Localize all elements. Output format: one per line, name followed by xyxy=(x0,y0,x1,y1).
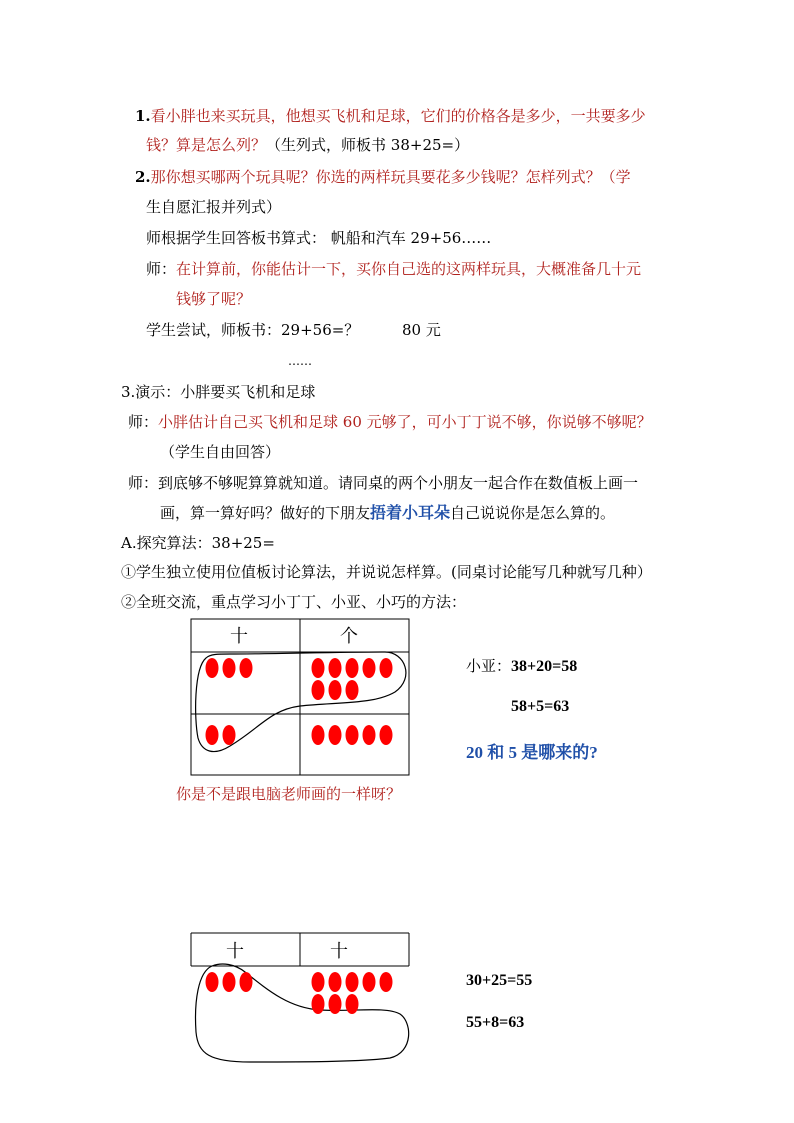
ones-counter xyxy=(329,972,342,992)
tens-counter xyxy=(206,725,219,745)
q2-line1: 2.那你想买哪两个玩具呢？你选的两样玩具要花多少钱呢？怎样列式？（学 xyxy=(135,168,631,186)
q2-line2: 生自愿汇报并列式） xyxy=(146,198,282,216)
xiaoya-label: 小亚： xyxy=(466,657,512,675)
partA-step1: ①学生独立使用位值板讨论算法，并说说怎样算。(同桌讨论能写几种就写几种） xyxy=(121,563,652,581)
q2-line5: 钱够了呢？ xyxy=(176,290,252,308)
ones-counter xyxy=(346,994,359,1014)
ones-counter xyxy=(329,725,342,745)
method-eq2: 55+8=63 xyxy=(466,1014,525,1031)
q3-teacher-1: 师：小胖估计自己买飞机和足球 60 元够了，可小丁丁说不够，你说够不够呢？ xyxy=(128,413,652,431)
place-value-board-2 xyxy=(190,932,412,1068)
tens-counter xyxy=(240,972,253,992)
xiaoya-method: 小亚：38+20=58 xyxy=(466,657,578,675)
ones-counter xyxy=(312,658,325,678)
board2-grid xyxy=(191,933,409,966)
ones-counter xyxy=(346,972,359,992)
method-eq1: 30+25=55 xyxy=(466,972,533,989)
ones-counter xyxy=(363,725,376,745)
ones-counter xyxy=(380,658,393,678)
tens-counter xyxy=(223,972,236,992)
ones-counter xyxy=(363,658,376,678)
counter-dots-2 xyxy=(206,972,393,1014)
xiaoya-eq2: 58+5=63 xyxy=(511,698,570,715)
tens-header: 十 xyxy=(230,626,248,647)
q1-line1: 1.看小胖也来买玩具，他想买飞机和足球，它们的价格各是多少，一共要多少 xyxy=(135,107,646,125)
q2-line6: 学生尝试，师板书：29+56=？ xyxy=(146,321,360,339)
ones-header: 个 xyxy=(340,626,358,647)
tens-counter xyxy=(223,658,236,678)
board1-caption: 你是不是跟电脑老师画的一样呀？ xyxy=(176,785,402,803)
place-value-board-1 xyxy=(190,618,412,778)
ones-counter xyxy=(312,972,325,992)
tens-counter xyxy=(223,725,236,745)
tens-header-2: 十 xyxy=(226,941,244,962)
q2-line3: 师根据学生回答板书算式： 帆船和汽车 29+56…… xyxy=(146,229,492,247)
q3-heading: 3.演示：小胖要买飞机和足球 xyxy=(121,383,316,401)
ones-counter xyxy=(346,725,359,745)
tens-counter xyxy=(206,972,219,992)
q3-teacher-1b: （学生自由回答） xyxy=(160,443,281,461)
q1-number: 1. xyxy=(135,107,151,125)
partA-step2: ②全班交流，重点学习小丁丁、小亚、小巧的方法： xyxy=(121,593,467,611)
q3-teacher-2: 师：到底够不够呢算算就知道。请同桌的两个小朋友一起合作在数值板上画一 xyxy=(128,474,639,492)
tens-header-2b: 十 xyxy=(330,941,348,962)
ones-counter xyxy=(346,680,359,700)
ones-counter xyxy=(380,972,393,992)
ones-counter xyxy=(329,658,342,678)
q2-number: 2. xyxy=(135,168,151,186)
tens-counter xyxy=(240,658,253,678)
q3-teacher-2b: 画，算一算好吗？做好的下朋友捂着小耳朵自己说说你是怎么算的。 xyxy=(160,503,616,522)
q2-ellipsis: …… xyxy=(288,354,312,368)
q2-line4: 师：在计算前，你能估计一下，买你自己选的这两样玩具，大概准备几十元 xyxy=(146,260,642,278)
ones-counter xyxy=(346,658,359,678)
ones-counter xyxy=(312,680,325,700)
q2-line6-estimate: 80 元 xyxy=(402,321,441,339)
ones-counter xyxy=(380,725,393,745)
ones-counter xyxy=(312,994,325,1014)
board-grid xyxy=(191,619,409,775)
ones-counter xyxy=(312,725,325,745)
q1-line2: 钱？算是怎么列？（生列式，师板书 38+25=） xyxy=(146,136,470,154)
partA-title: A.探究算法：38+25= xyxy=(121,534,275,552)
ones-counter xyxy=(329,994,342,1014)
ones-counter xyxy=(363,972,376,992)
question-where-from: 20 和 5 是哪来的? xyxy=(466,743,598,762)
ones-counter xyxy=(329,680,342,700)
tens-counter xyxy=(206,658,219,678)
